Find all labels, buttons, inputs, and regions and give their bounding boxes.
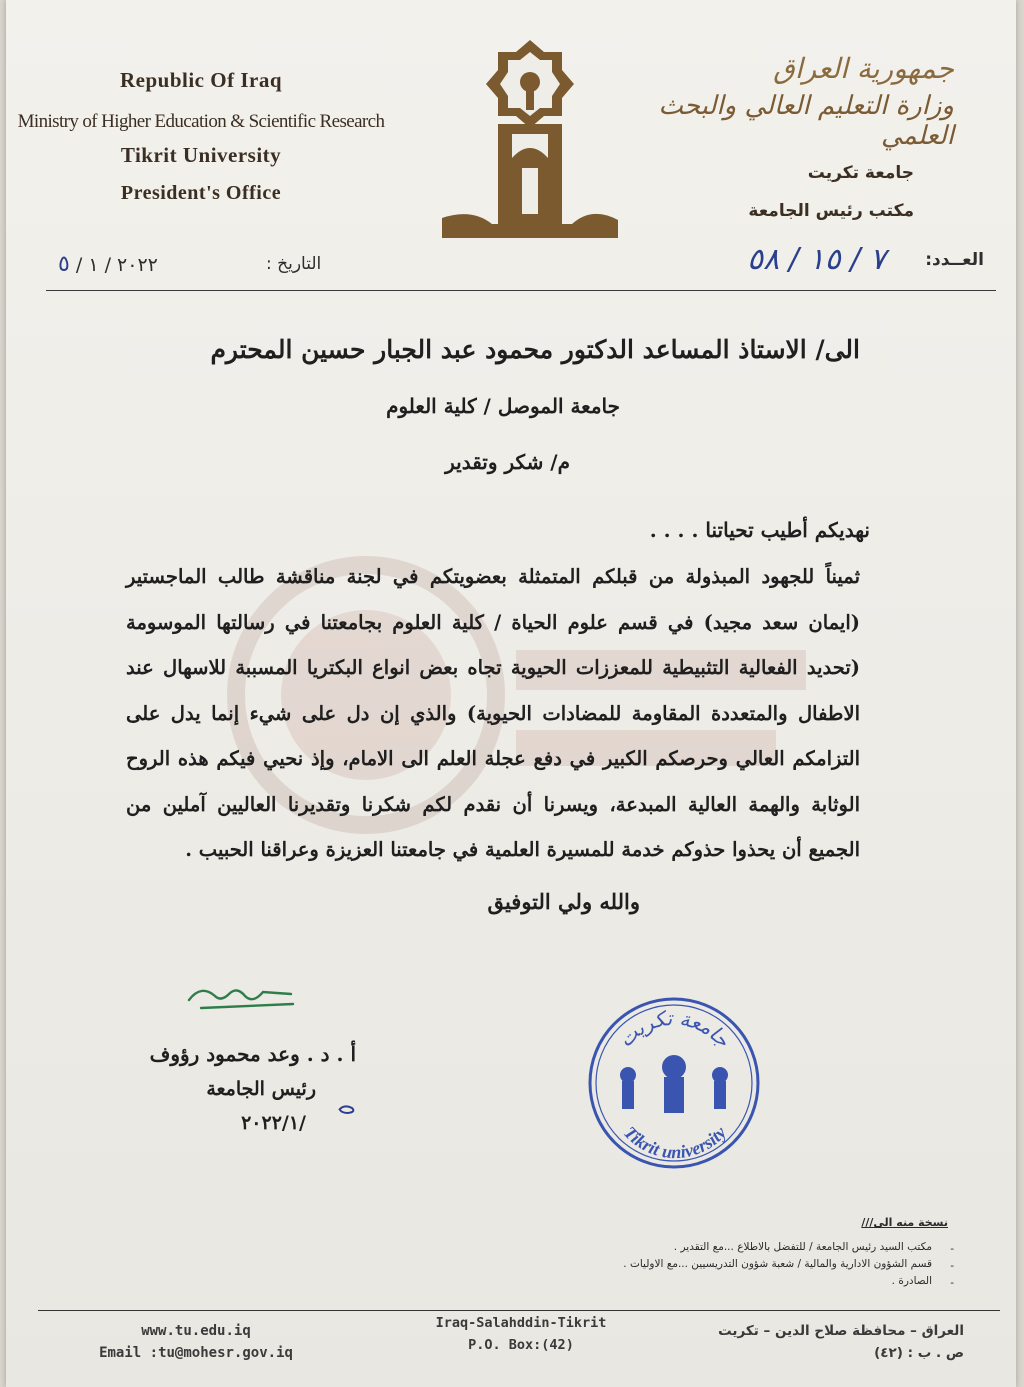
university-en: Tikrit University [120,143,282,167]
office-ar: مكتب رئيس الجامعة [748,201,914,221]
footer-address-ar [704,1320,964,1364]
copies-title: نسخة منه الى/// [861,1216,948,1229]
signer-date: /٢٠٢٢/١ [241,1112,306,1134]
university-stamp [586,995,761,1170]
signer-title: رئيس الجامعة [206,1078,316,1100]
letter-page [6,0,1016,1387]
closing-line: والله ولي التوفيق [487,888,640,914]
office-en: President's Office [120,182,282,204]
copy-item: - قسم الشؤون الادارية والمالية / شعبة شؤون التدريسيين ...مع الاوليات . [508,1256,948,1273]
footer-website: www.tu.edu.iq [141,1323,251,1339]
copies-list [508,1216,948,1290]
affiliation-line: جامعة الموصل / كلية العلوم [386,394,620,418]
recipient-line: الى/ الاستاذ المساعد الدكتور محمود عبد الجبار حسين المحترم [210,335,860,364]
date-value [58,252,158,277]
university-ar: جامعة تكريت [807,163,914,183]
header-english [16,68,386,205]
footer-location [401,1312,641,1356]
signer-name: أ . د . وعد محمود رؤوف [149,1042,356,1066]
handwritten-signature [181,978,301,1018]
signer-block [136,1036,356,1140]
header-arabic [654,52,954,221]
ministry-en: Ministry of Higher Education & Scientific Research [17,111,385,132]
greeting-line: نهديكم أطيب تحياتنا . . . . [649,518,870,542]
footer-email: Email :tu@mohesr.gov.iq [99,1345,293,1361]
body-paragraph: ثميناً للجهود المبذولة من قبلكم المتمثلة بعضويتكم في لجنة مناقشة طالب الماجستير (ايمان سعد مجيد) في قسم علوم الحياة / كلية العلوم بجامعتنا في رسالتها الموسومة (تحديد الفعالية التثبيطية للمعززات الحيوية تجاه بعض انواع البكتريا المسببة للاسهال عند الاطفال والمتعددة المقاومة للمضادات الحيوية) والذي إن دل على شيء إنما يدل على التزامكم العالي وحرصكم الكبير في دفع عجلة العلم الى الامام، وإذ نحيي فيكم هذه الروح الوثابة والهمة العالية المبدعة، ويسرنا أن نقدم لكم شكرنا وتقديرنا العاليين آملين من الجميع أن يحذوا حذوكم خدمة للمسيرة العلمية في جامعتنا العزيزة وعراقنا الحبيب . [126,565,860,861]
date-day: ٥ [58,252,70,277]
copy-item: - مكتب السيد رئيس الجامعة / للتفضل بالاطلاع ...مع التقدير . [508,1239,948,1256]
number-label: العــدد: [925,250,984,270]
footer-divider [38,1310,1000,1311]
date-rest: ٢٠٢٢ / ١ / [75,254,158,276]
subject-line: م/ شكر وتقدير [445,450,570,474]
footer-location-en: Iraq-Salahddin-Tikrit [435,1315,607,1331]
reference-row [46,240,996,291]
tikrit-university-logo [432,38,628,243]
footer-contact [66,1320,326,1364]
stamp-arabic-text: جامعة تكريت [613,1005,736,1052]
republic-ar: جمهورية العراق [773,52,954,85]
footer-pobox-ar: ص . ب : (٤٢) [874,1345,964,1361]
number-value: ٧ / ١٥ / ٥٨ [747,242,886,277]
date-label: التاريخ : [266,254,322,274]
letter-body [126,322,870,927]
republic-en: Republic Of Iraq [119,68,282,92]
footer-pobox-en: P.O. Box:(42) [468,1337,574,1353]
ministry-ar: وزارة التعليم العالي والبحث العلمي [658,91,954,151]
footer-address-line: العراق – محافظة صلاح الدين – تكريت [718,1323,964,1339]
copy-item: - الصادرة . [508,1273,948,1290]
initial-mark [336,1100,358,1116]
stamp-english-text: Tikrit university [619,1122,731,1163]
